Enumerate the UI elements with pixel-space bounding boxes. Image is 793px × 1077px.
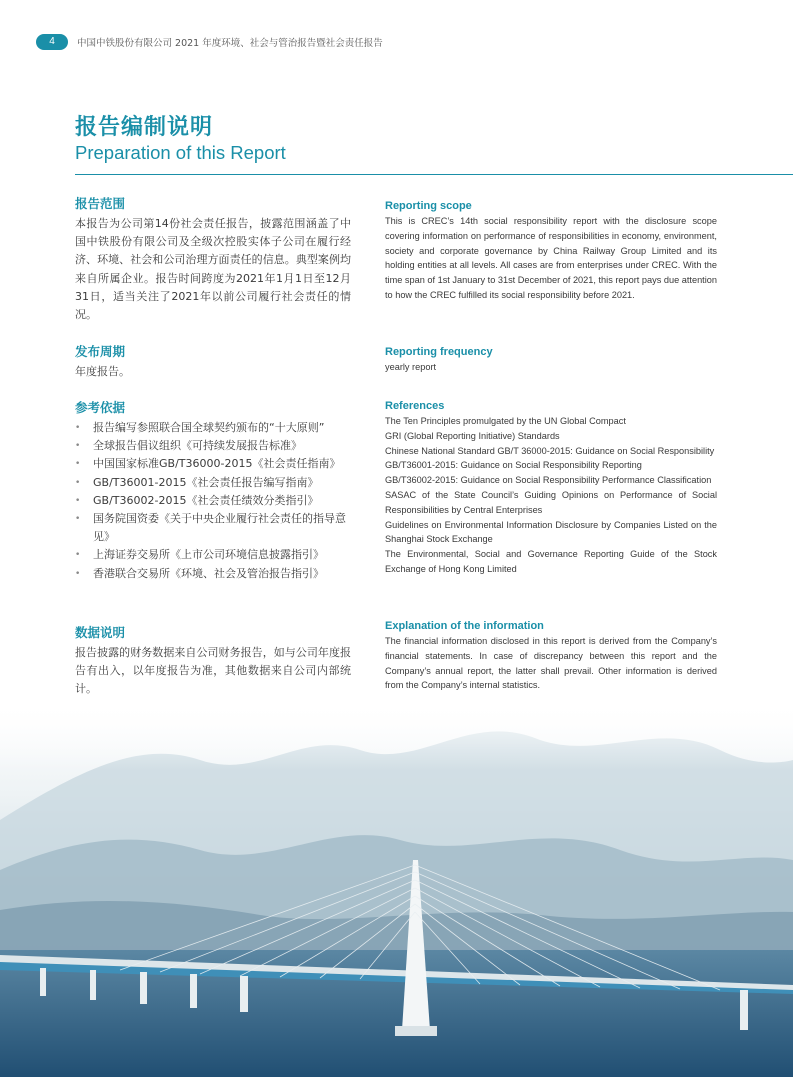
body-scope-cn: 本报告为公司第14份社会责任报告，披露范围涵盖了中国中铁股份有限公司及全级次控股实体子公司在履行经济、环境、社会和公司治理方面责任的信息。典型案例均来自所属企业。报告时间跨度为2021年1月1日至12月31日，适当关注了2021年以前公司履行社会责任的情况。 xyxy=(75,217,351,322)
heading-references-cn: 参考依据 xyxy=(75,400,126,415)
section-frequency-cn xyxy=(75,343,351,381)
list-item: GB/T36001-2015: Guidance on Social Responsibility Reporting xyxy=(385,460,642,471)
body-scope-en: This is CREC’s 14th social responsibility report with the disclosure scope covering information on performance of responsibilities in economy, environment, society and corporate governance by China Railway Group Limited and its holding entities at all levels. All cases are from enterprises under CREC. With the time span of 1st January to 31st December of 2021, this report pays due attention to how the CREC fulfilled its social responsibility before 2021. xyxy=(385,216,717,300)
title-divider xyxy=(75,174,793,175)
section-frequency-en xyxy=(385,345,717,375)
list-item: The Ten Principles promulgated by the UN Global Compact xyxy=(385,416,626,426)
page-title-en: Preparation of this Report xyxy=(75,142,286,163)
list-item: Guidelines on Environmental Information Disclosure by Companies Listed on the Shanghai Stock Exchange xyxy=(385,519,717,545)
section-scope-cn xyxy=(75,195,351,324)
list-item: • 香港联合交易所《环境、社会及管治报告指引》 xyxy=(75,565,351,583)
heading-frequency-cn: 发布周期 xyxy=(75,344,126,359)
list-item: • GB/T36001-2015《社会责任报告编写指南》 xyxy=(75,474,351,492)
body-frequency-cn: 年度报告。 xyxy=(75,365,130,378)
section-scope-en xyxy=(385,199,717,303)
section-data-en xyxy=(385,619,717,693)
page-number-badge: 4 xyxy=(36,34,68,50)
body-data-cn: 报告披露的财务数据来自公司财务报告，如与公司年度报告有出入，以年度报告为准，其他数据来自公司内部统计。 xyxy=(75,646,351,696)
list-item: GRI (Global Reporting Initiative) Standards xyxy=(385,430,560,441)
list-item: • 国务院国资委《关于中央企业履行社会责任的指导意见》 xyxy=(75,510,351,546)
bridge-scene-image xyxy=(0,700,793,1077)
heading-references-en: References xyxy=(385,400,445,412)
list-item: • 上海证券交易所《上市公司环境信息披露指引》 xyxy=(75,546,351,564)
heading-scope-en: Reporting scope xyxy=(385,200,472,212)
list-item: Chinese National Standard GB/T 36000-2015: Guidance on Social Responsibility xyxy=(385,445,715,456)
top-fade xyxy=(0,700,793,770)
section-data-cn xyxy=(75,624,351,699)
heading-frequency-en: Reporting frequency xyxy=(385,346,493,358)
heading-scope-cn: 报告范围 xyxy=(75,196,126,211)
section-references-cn xyxy=(75,399,351,583)
heading-data-cn: 数据说明 xyxy=(75,625,126,640)
list-item: The Environmental, Social and Governance Reporting Guide of the Stock Exchange of Hong Kong Limited xyxy=(385,549,717,574)
section-references-en xyxy=(385,399,717,577)
running-header-title: 中国中铁股份有限公司 2021 年度环境、社会与管治报告暨社会责任报告 xyxy=(77,38,383,49)
list-item: • 中国国家标准GB/T36000-2015《社会责任指南》 xyxy=(75,455,351,473)
list-item: GB/T36002-2015: Guidance on Social Responsibility Performance Classification xyxy=(385,475,712,486)
heading-data-en: Explanation of the information xyxy=(385,620,544,632)
references-list-cn xyxy=(75,419,351,583)
body-data-en: The financial information disclosed in this report is derived from the Company’s financial statements. In case of discrepancy between this report and the Company’s annual report, the latter shall prevail. Other information is derived from the Company’s internal statistics. xyxy=(385,636,717,691)
list-item: • 报告编写参照联合国全球契约颁布的“十大原则” xyxy=(75,419,351,437)
list-item: • 全球报告倡议组织《可持续发展报告标准》 xyxy=(75,437,351,455)
body-frequency-en: yearly report xyxy=(385,362,437,372)
list-item: SASAC of the State Council’s Guiding Opinions on Performance of Social Responsibilities by Central Enterprises xyxy=(385,489,717,515)
list-item: • GB/T36002-2015《社会责任绩效分类指引》 xyxy=(75,492,351,510)
page-title-cn: 报告编制说明 xyxy=(75,115,214,140)
references-list-en xyxy=(385,414,717,577)
tower-base xyxy=(395,1026,437,1036)
